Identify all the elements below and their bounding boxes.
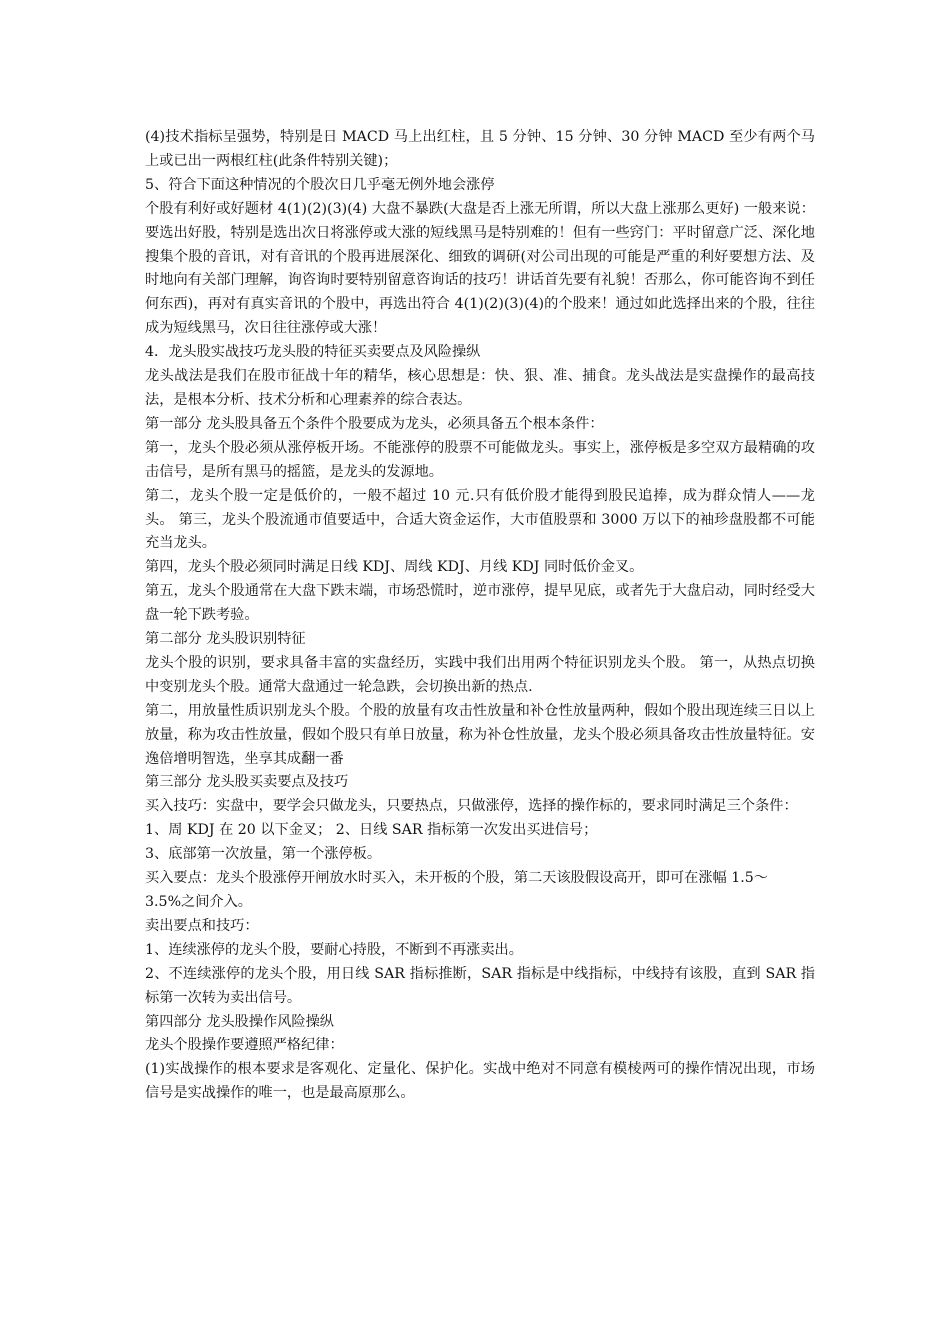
paragraph: 龙头个股操作要遵照严格纪律： — [145, 1037, 344, 1054]
paragraph: 第一，龙头个股必须从涨停板开场。不能涨停的股票不可能做龙头。事实上，涨停板是多空双方最精确的攻击信号，是所有黑马的摇篮，是龙头的发源地。 — [145, 439, 815, 480]
paragraph: 第二，龙头个股一定是低价的，一般不超过 10 元.只有低价股才能得到股民追捧，成为群众情人——龙头。 第三，龙头个股流通市值要适中，合适大资金运作，大市值股票和 3000 万以下的袖珍盘股都不可能充当龙头。 — [145, 487, 815, 552]
section-heading: 4．龙头股实战技巧龙头股的特征买卖要点及风险操纵 — [145, 344, 481, 361]
paragraph: 第五，龙头个股通常在大盘下跌末端，市场恐慌时，逆市涨停，提早见底，或者先于大盘启动，同时经受大盘一轮下跌考验。 — [145, 583, 815, 624]
paragraph: 第二，用放量性质识别龙头个股。个股的放量有攻击性放量和补仓性放量两种，假如个股出现连续三日以上放量，称为攻击性放量，假如个股只有单日放量，称为补仓性放量，龙头个股必须具备攻击性放量特征。安逸倍增明智选，坐享其成翻一番 — [145, 702, 815, 767]
section-heading: 第二部分 龙头股识别特征 — [145, 631, 306, 648]
paragraph: 第四，龙头个股必须同时满足日线 KDJ、周线 KDJ、月线 KDJ 同时低价金叉。 — [145, 559, 644, 576]
section-heading: 第一部分 龙头股具备五个条件个股要成为龙头，必须具备五个根本条件： — [145, 415, 604, 432]
paragraph: 买入要点：龙头个股涨停开闸放水时买入，未开板的个股，第二天该股假设高开，即可在涨幅 1.5～ — [145, 870, 768, 887]
paragraph: 龙头个股的识别，要求具备丰富的实盘经历，实践中我们出用两个特征识别龙头个股。 第一，从热点切换中变别龙头个股。通常大盘通过一轮急跌，会切换出新的热点. — [145, 654, 815, 695]
document-body — [145, 126, 815, 1106]
paragraph: 1、连续涨停的龙头个股，要耐心持股，不断到不再涨卖出。 — [145, 941, 523, 958]
paragraph: 1、周 KDJ 在 20 以下金叉； 2、日线 SAR 指标第一次发出买进信号； — [145, 822, 598, 839]
paragraph: 龙头战法是我们在股市征战十年的精华，核心思想是：快、狠、准、捕食。龙头战法是实盘操作的最高技法，是根本分析、技术分析和心理素养的综合表达。 — [145, 368, 815, 408]
paragraph: 5、符合下面这种情况的个股次日几乎毫无例外地会涨停 — [145, 176, 495, 193]
paragraph: 3.5%之间介入。 — [145, 894, 252, 910]
paragraph: 2、不连续涨停的龙头个股，用日线 SAR 指标推断，SAR 指标是中线指标，中线持有该股，直到 SAR 指标第一次转为卖出信号。 — [145, 965, 815, 1006]
paragraph: 3、底部第一次放量，第一个涨停板。 — [145, 846, 382, 863]
section-heading: 第三部分 龙头股买卖要点及技巧 — [145, 774, 349, 791]
section-heading: 第四部分 龙头股操作风险操纵 — [145, 1013, 334, 1030]
paragraph: (4)技术指标呈强势，特别是日 MACD 马上出红柱，且 5 分钟、15 分钟、30 分钟 MACD 至少有两个马上或已出一两根红柱(此条件特别关键)； — [145, 129, 815, 169]
paragraph: 个股有利好或好题材 4(1)(2)(3)(4) 大盘不暴跌(大盘是否上涨无所谓，所以大盘上涨那么更好) 一般来说：要选出好股，特别是选出次日将涨停或大涨的短线黑马是特别难的！但有一些窍门：平时留意广泛、深化地搜集个股的音讯，对有音讯的个股再进展深化、细致的调研(对公司出现的可能是严重的利好要想方法、及时地向有关部门理解，询咨询时要特别留意咨询话的技巧！讲话首先要有礼貌！否那么，你可能咨询不到任何东西)，再对有真实音讯的个股中，再选出符合 4(1)(2)(3)(4)的个股来！通过如此选择出来的个股，往往成为短线黑马，次日往往涨停或大涨！ — [145, 200, 815, 337]
paragraph: 卖出要点和技巧： — [145, 917, 259, 934]
paragraph: (1)实战操作的根本要求是客观化、定量化、保护化。实战中绝对不同意有模棱两可的操作情况出现，市场信号是实战操作的唯一，也是最高原那么。 — [145, 1061, 815, 1102]
paragraph: 买入技巧：实盘中，要学会只做龙头，只要热点，只做涨停，选择的操作标的，要求同时满足三个条件： — [145, 798, 798, 815]
